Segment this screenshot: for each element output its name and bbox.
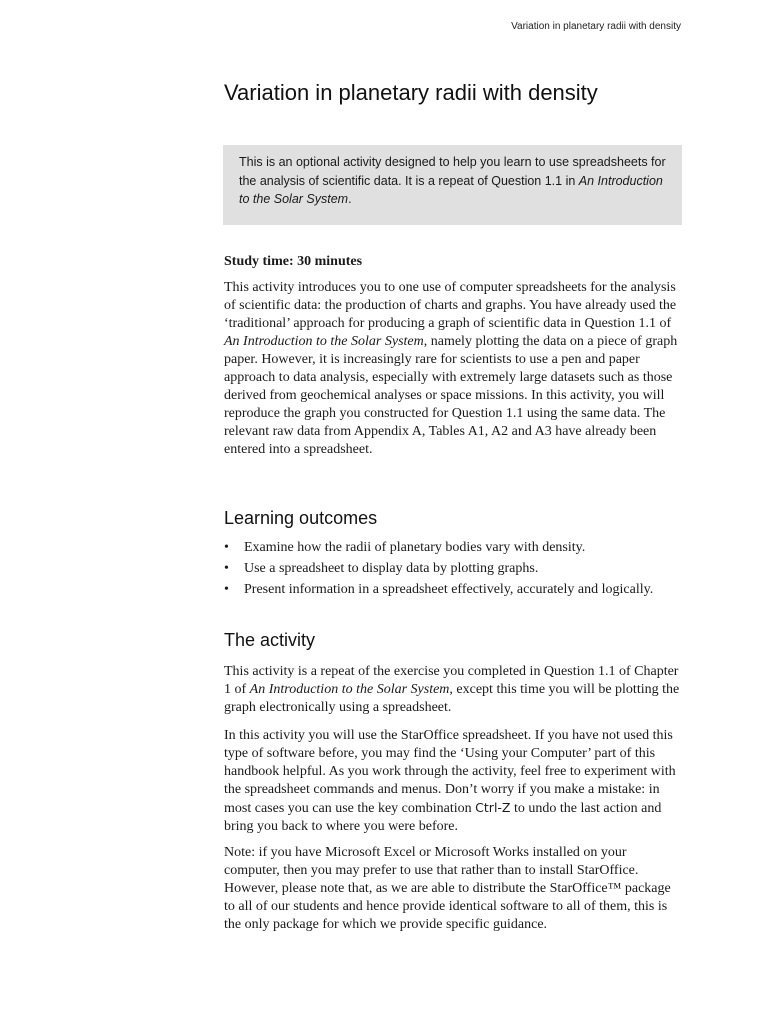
book-title: An Introduction to the Solar System <box>239 173 663 206</box>
bullet-icon: • <box>224 561 229 576</box>
book-title: An Introduction to the Solar System <box>224 334 424 349</box>
page-title: Variation in planetary radii with density <box>224 80 598 105</box>
list-item: • Use a spreadsheet to display data by plotting graphs. <box>224 558 682 579</box>
activity-paragraph: This activity is a repeat of the exercise you completed in Question 1.1 of Chapter 1 of An Introduction to the Solar System, except this time you will be plotting the graph electronically using a spreadsheet. <box>224 664 680 715</box>
bullet-icon: • <box>224 540 229 555</box>
bullet-icon: • <box>224 582 229 597</box>
learning-outcomes-heading: Learning outcomes <box>224 508 378 528</box>
learning-outcomes-list <box>224 537 682 600</box>
running-header: Variation in planetary radii with density <box>511 21 681 32</box>
notice-text: This is an optional activity designed to help you learn to use spreadsheets for the analysis of scientific data. It is a repeat of Question 1.1 in An Introduction to the Solar System. <box>239 155 666 206</box>
book-title: An Introduction to the Solar System <box>249 682 450 697</box>
list-item: • Examine how the radii of planetary bodies vary with density. <box>224 537 682 558</box>
intro-paragraph: This activity introduces you to one use of computer spreadsheets for the analysis of scientific data: the production of charts and graphs. You have already used the ‘traditional’ approach for producing a graph of scientific data in Question 1.1 of An Introduction to the Solar System, namely plotting the data on a piece of graph paper. However, it is increasingly rare for scientists to use a pen and paper approach to data analysis, especially with extremely large datasets such as those derived from geochemical analyses or space missions. In this activity, you will reproduce the graph you constructed for Question 1.1 using the same data. The relevant raw data from Appendix A, Tables A1, A2 and A3 have already been entered into a spreadsheet. <box>224 280 678 457</box>
list-item: • Present information in a spreadsheet effectively, accurately and logically. <box>224 579 682 600</box>
activity-heading: The activity <box>224 630 316 650</box>
key-combination: Ctrl-Z <box>475 800 511 815</box>
activity-paragraph: In this activity you will use the StarOffice spreadsheet. If you have not used this type of software before, you may find the ‘Using your Computer’ part of this handbook helpful. As you work through the activity, feel free to experiment with the spreadsheet commands and menus. Don’t worry if you make a mistake: in most cases you can use the key combination Ctrl-Z to undo the last action and bring you back to where you were before. <box>224 728 676 834</box>
study-time: Study time: 30 minutes <box>224 254 363 269</box>
optional-activity-notice <box>223 145 682 225</box>
activity-paragraph: Note: if you have Microsoft Excel or Microsoft Works installed on your computer, then you may prefer to use that rather than to install StarOffice. However, please note that, as we are able to distribute the StarOffice™ package to all of our students and hence provide identical software to all of them, this is the only package for which we provide specific guidance. <box>224 845 671 932</box>
